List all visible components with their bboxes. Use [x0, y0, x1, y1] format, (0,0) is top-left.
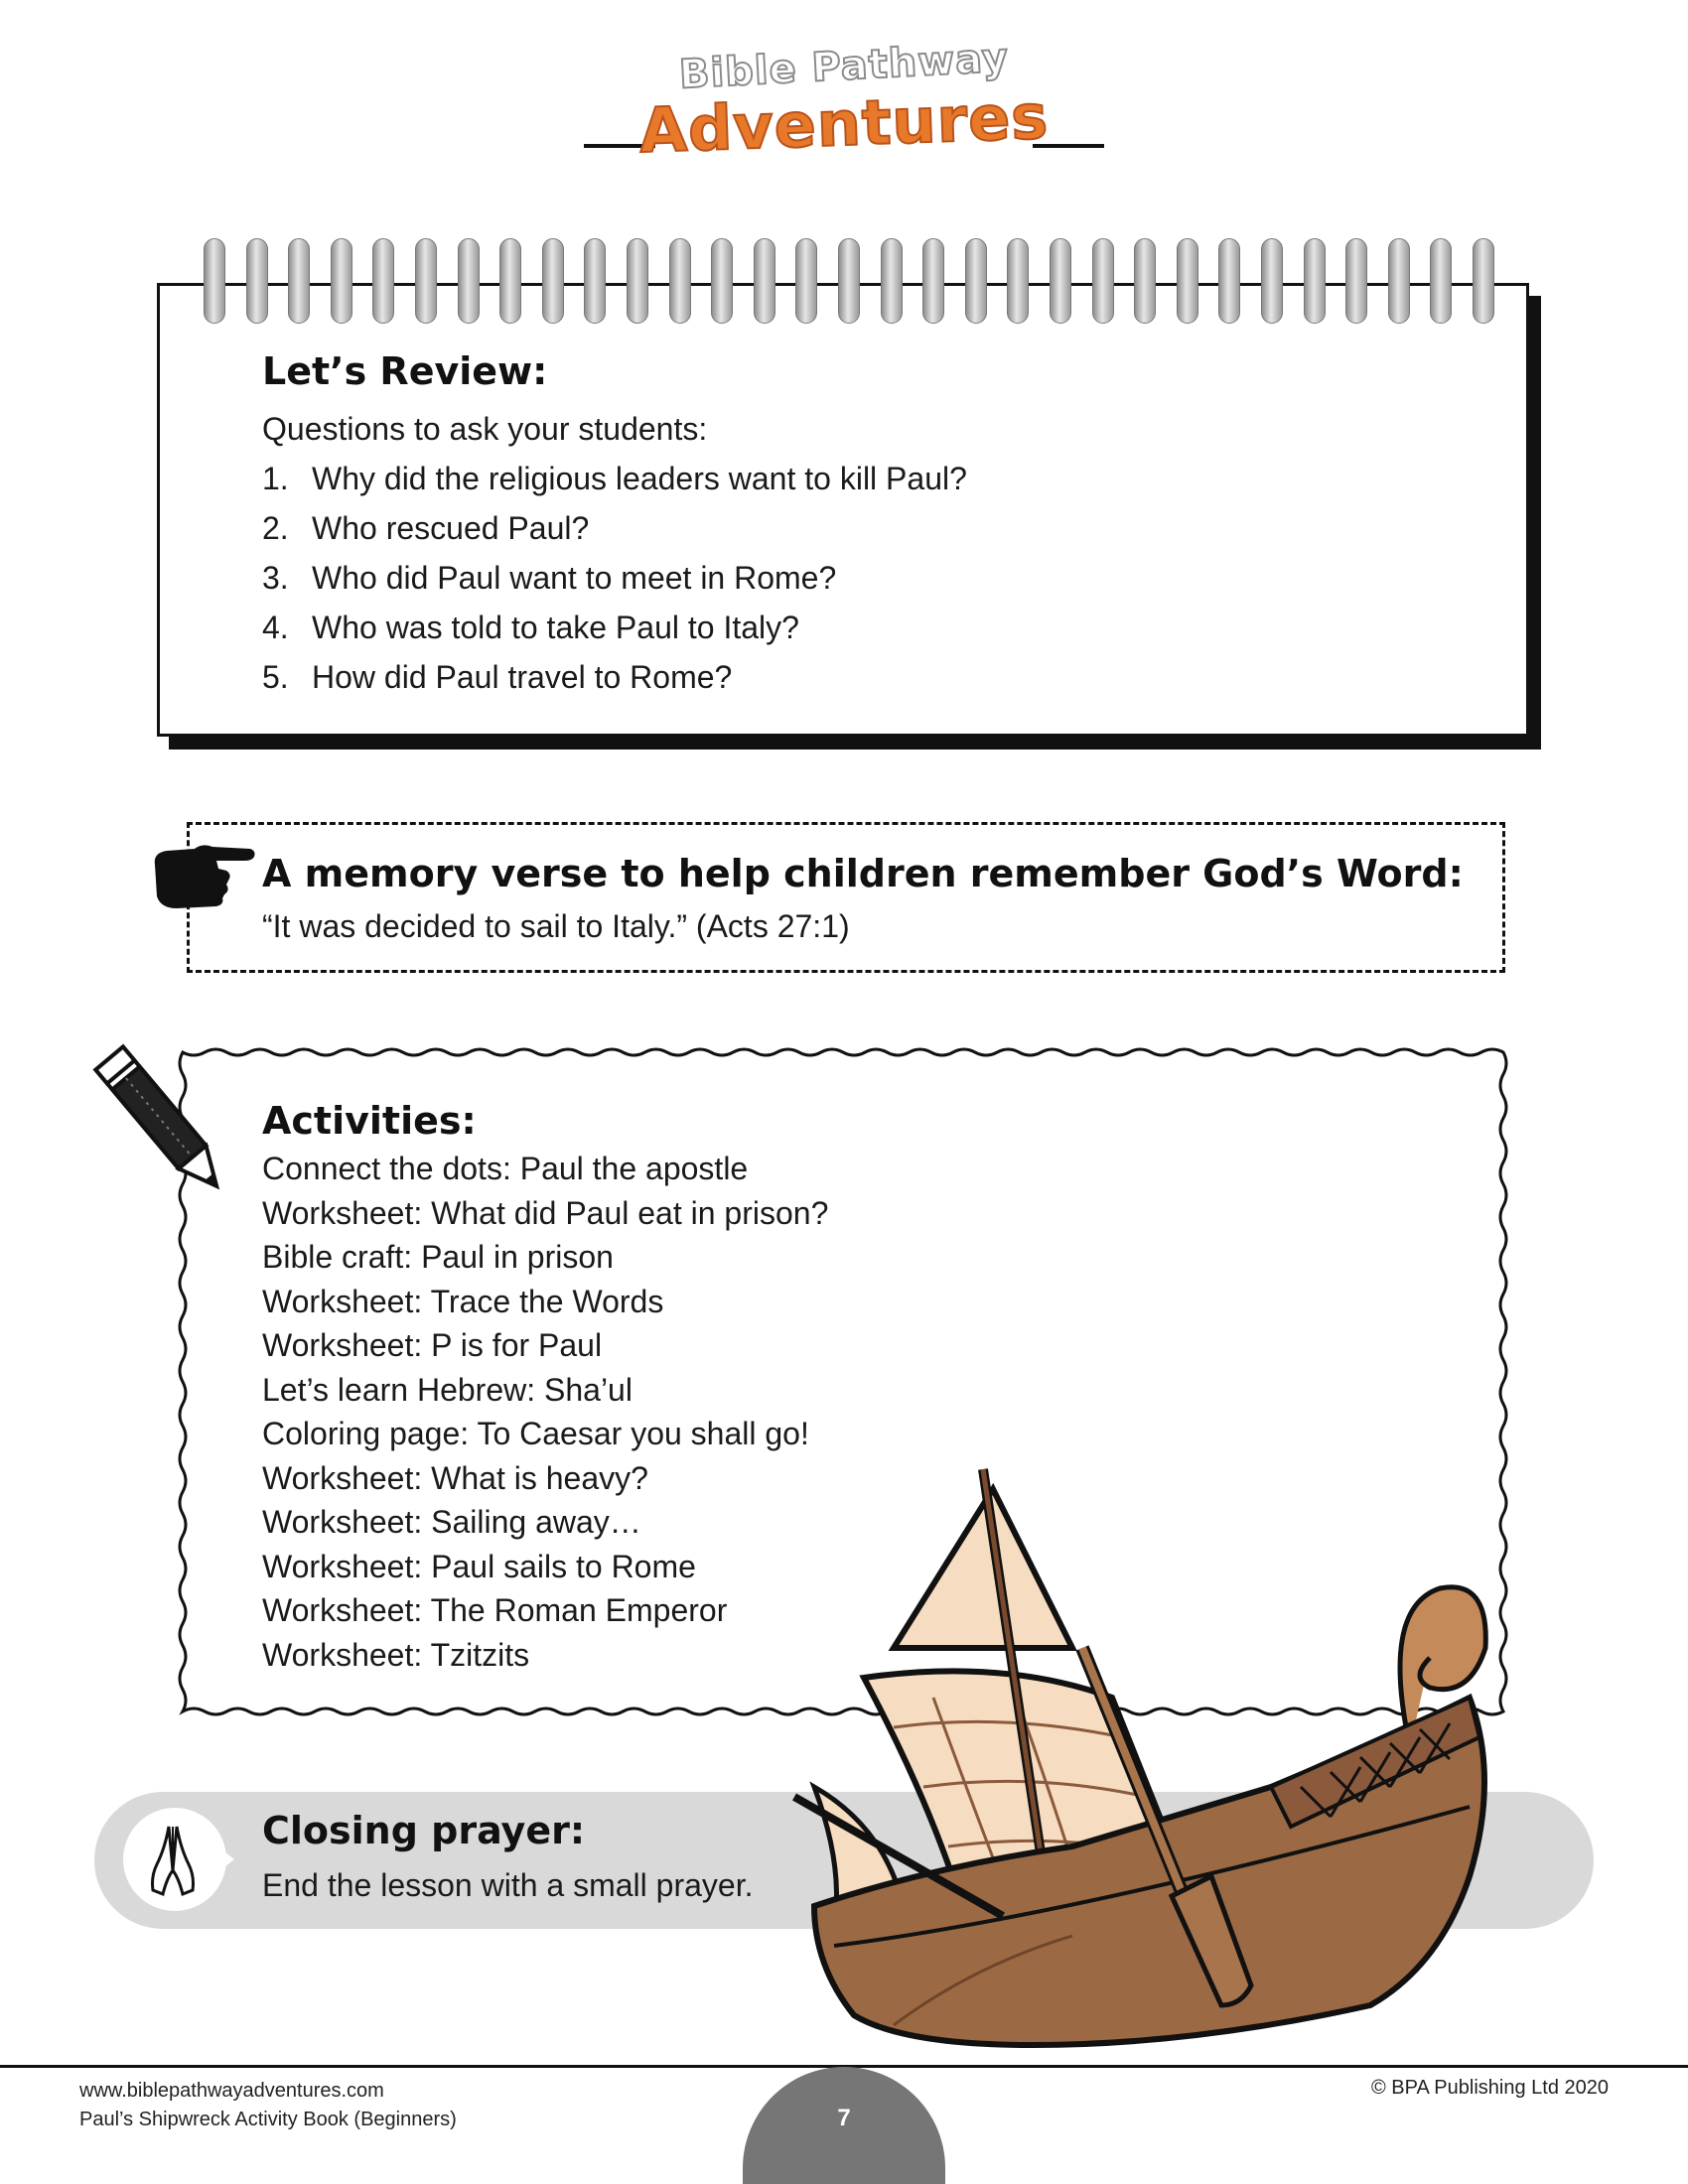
memory-verse-title: A memory verse to help children remember God’s Word: [262, 852, 1464, 895]
spiral-ring [542, 238, 564, 324]
review-question [262, 603, 967, 652]
spiral-ring [627, 238, 648, 324]
pointing-hand-icon [147, 839, 256, 916]
review-question [262, 503, 967, 553]
review-question [262, 652, 967, 702]
footer-book-title: Paul’s Shipwreck Activity Book (Beginners) [79, 2109, 457, 2130]
spiral-ring [204, 238, 225, 324]
question-text: Who was told to take Paul to Italy? [312, 610, 799, 645]
activity-item: Coloring page: To Caesar you shall go! [262, 1416, 809, 1451]
praying-hands-icon [117, 1799, 238, 1920]
notebook-spiral [204, 238, 1494, 330]
spiral-ring [1388, 238, 1410, 324]
spiral-ring [965, 238, 987, 324]
spiral-ring [458, 238, 480, 324]
question-text: How did Paul travel to Rome? [312, 659, 733, 695]
spiral-ring [1007, 238, 1029, 324]
footer-website: www.biblepathwayadventures.com [79, 2080, 384, 2102]
spiral-ring [922, 238, 944, 324]
spiral-ring [288, 238, 310, 324]
spiral-ring [1345, 238, 1367, 324]
spiral-ring [415, 238, 437, 324]
spiral-ring [246, 238, 268, 324]
spiral-ring [838, 238, 860, 324]
memory-verse-text: “It was decided to sail to Italy.” (Acts 27:1) [262, 908, 850, 944]
activities-title: Activities: [262, 1099, 477, 1143]
activity-item: Worksheet: What is heavy? [262, 1459, 648, 1496]
spiral-ring [1134, 238, 1156, 324]
review-question [262, 454, 967, 503]
activity-item: Worksheet: Trace the Words [262, 1283, 664, 1319]
logo [0, 35, 1688, 169]
question-number: 2. [262, 510, 289, 546]
closing-prayer-text: End the lesson with a small prayer. [262, 1867, 754, 1903]
spiral-ring [1473, 238, 1494, 324]
activity-item: Worksheet: Sailing away… [262, 1504, 641, 1540]
closing-prayer-title: Closing prayer: [262, 1809, 586, 1852]
activity-item: Worksheet: What did Paul eat in prison? [262, 1194, 829, 1231]
activity-item: Worksheet: The Roman Emperor [262, 1592, 728, 1628]
review-title: Let’s Review: [262, 349, 548, 393]
logo-top-text: Bible Pathway [677, 35, 1011, 98]
activity-item: Worksheet: Tzitzits [262, 1636, 530, 1673]
logo-main-text: Adventures [637, 79, 1051, 168]
spiral-ring [711, 238, 733, 324]
activity-item: Worksheet: Paul sails to Rome [262, 1548, 696, 1584]
review-question-list [262, 454, 967, 702]
spiral-ring [499, 238, 521, 324]
activity-item: Connect the dots: Paul the apostle [262, 1151, 749, 1186]
page-number: 7 [837, 2105, 851, 2131]
activity-item: Bible craft: Paul in prison [262, 1239, 614, 1275]
question-number: 4. [262, 610, 289, 645]
activity-item: Worksheet: P is for Paul [262, 1327, 603, 1363]
question-number: 5. [262, 659, 289, 695]
spiral-ring [669, 238, 691, 324]
question-number: 1. [262, 461, 289, 496]
activity-item: Let’s learn Hebrew: Sha’ul [262, 1371, 633, 1408]
spiral-ring [331, 238, 352, 324]
spiral-ring [1092, 238, 1114, 324]
spiral-ring [795, 238, 817, 324]
spiral-ring [754, 238, 775, 324]
spiral-ring [1218, 238, 1240, 324]
spiral-ring [1177, 238, 1198, 324]
sailing-ship-icon [774, 1449, 1529, 2065]
review-intro: Questions to ask your students: [262, 411, 708, 447]
question-number: 3. [262, 560, 289, 596]
question-text: Why did the religious leaders want to kill Paul? [312, 461, 967, 496]
spiral-ring [1430, 238, 1452, 324]
review-question [262, 553, 967, 603]
activities-list [262, 1147, 828, 1677]
spiral-ring [372, 238, 394, 324]
spiral-ring [881, 238, 903, 324]
footer-left [79, 2077, 457, 2134]
pencil-icon [87, 1037, 246, 1216]
question-text: Who did Paul want to meet in Rome? [312, 560, 837, 596]
spiral-ring [1304, 238, 1326, 324]
spiral-ring [1050, 238, 1071, 324]
spiral-ring [1261, 238, 1283, 324]
spiral-ring [584, 238, 606, 324]
footer-copyright: © BPA Publishing Ltd 2020 [1371, 2077, 1609, 2099]
question-text: Who rescued Paul? [312, 510, 590, 546]
